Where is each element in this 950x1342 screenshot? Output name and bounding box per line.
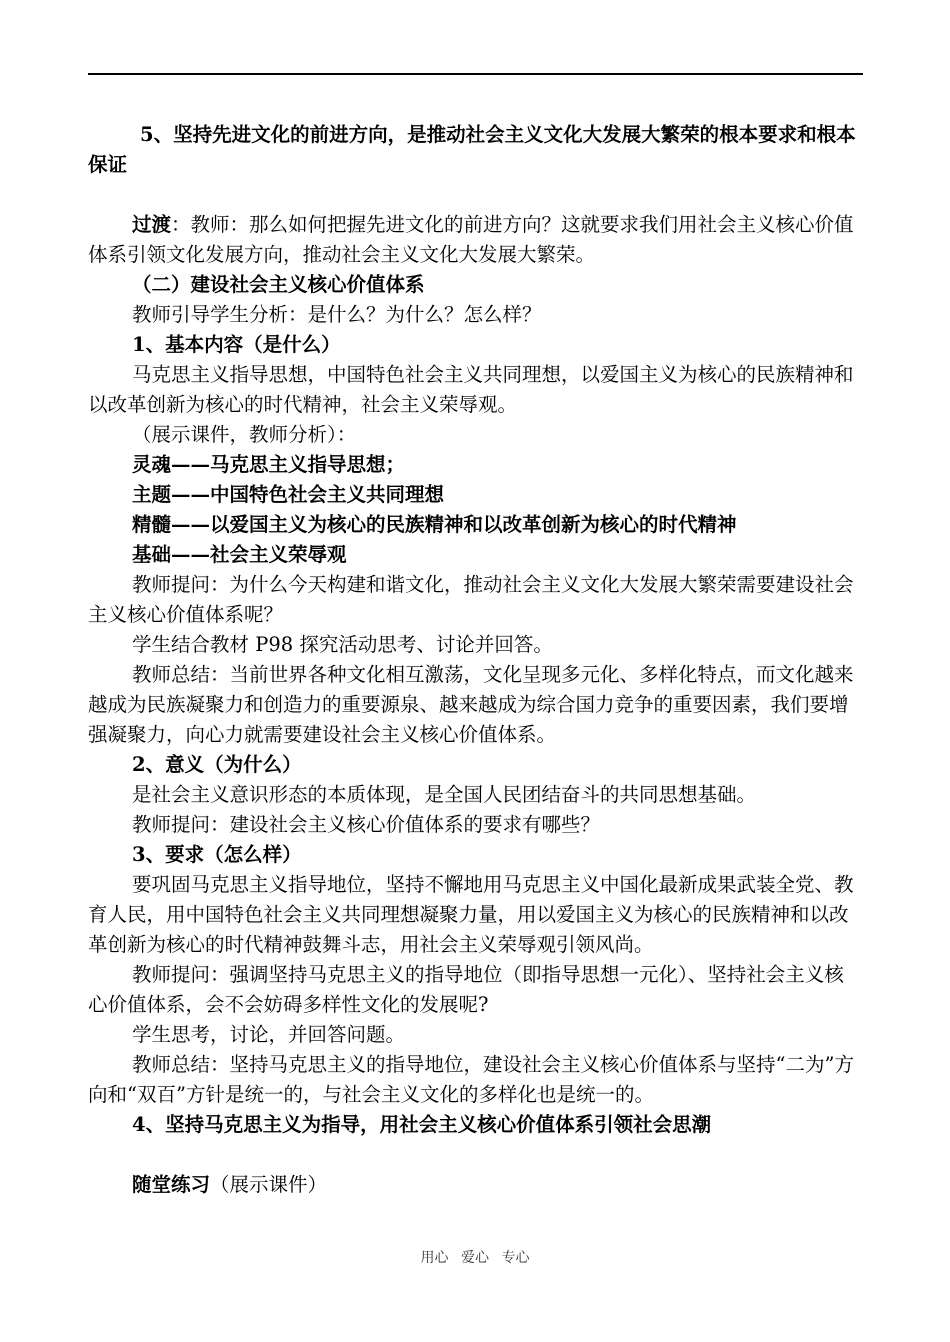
item4-title: 4、坚持马克思主义为指导，用社会主义核心价值体系引领社会思潮 [132, 1113, 712, 1136]
item3-text: 要巩固马克思主义指导地位，坚持不懈地用马克思主义中国化最新成果武装全党、教育人民，用中国特色社会主义共同理想凝聚力量，用以爱国主义为核心的民族精神和以改革创新为核心的时代精神鼓舞斗志，用社会主义荣辱观引领风尚。 [88, 873, 854, 956]
transition-paragraph [88, 210, 863, 270]
point-theme: 主题——中国特色社会主义共同理想 [132, 483, 445, 506]
student-activity-2: 学生思考，讨论，并回答问题。 [132, 1023, 406, 1046]
teacher-summary-2: 教师总结：坚持马克思主义的指导地位，建设社会主义核心价值体系与坚持“二为”方向和“双百”方针是统一的，与社会主义文化的多样化也是统一的。 [88, 1053, 854, 1106]
footer-word-1: 用心 [420, 1250, 449, 1266]
item1-text: 马克思主义指导思想，中国特色社会主义共同理想，以爱国主义为核心的民族精神和以改革创新为核心的时代精神，社会主义荣辱观。 [88, 363, 854, 416]
practice-note: （展示课件） [210, 1173, 328, 1196]
footer-word-2: 爱心 [461, 1250, 489, 1266]
item2-title: 2、意义（为什么） [132, 753, 302, 776]
teacher-question-3: 教师提问：强调坚持马克思主义的指导地位（即指导思想一元化）、坚持社会主义核心价值体系，会不会妨碍多样性文化的发展呢? [88, 963, 844, 1016]
point-foundation: 基础——社会主义荣辱观 [132, 543, 347, 566]
point-soul: 灵魂——马克思主义指导思想； [132, 453, 406, 476]
teacher-summary-1: 教师总结：当前世界各种文化相互激荡，文化呈现多元化、多样化特点，而文化越来越成为民族凝聚力和创造力的重要源泉、越来越成为综合国力竞争的重要因素，我们要增强凝聚力，向心力就需要建设社会主义核心价值体系。 [88, 663, 854, 746]
item3-title: 3、要求（怎么样） [132, 843, 302, 866]
show-ppt-text: （展示课件，教师分析）： [132, 423, 357, 446]
section-title-2: （二）建设社会主义核心价值体系 [132, 273, 425, 296]
page-footer [0, 1247, 950, 1267]
section-heading-5: 5、坚持先进文化的前进方向，是推动社会主义文化大发展大繁荣的根本要求和根本保证 [88, 123, 856, 176]
item2-text: 是社会主义意识形态的本质体现，是全国人民团结奋斗的共同思想基础。 [132, 783, 757, 806]
practice-line [88, 1170, 863, 1200]
document-body [88, 120, 863, 1200]
footer-word-3: 专心 [501, 1250, 530, 1266]
teacher-question-1: 教师提问：为什么今天构建和谐文化，推动社会主义文化大发展大繁荣需要建设社会主义核心价值体系呢？ [88, 573, 854, 626]
header-rule [88, 73, 863, 75]
point-essence: 精髓——以爱国主义为核心的民族精神和以改革创新为核心的时代精神 [132, 513, 737, 536]
item1-title: 1、基本内容（是什么） [132, 333, 341, 356]
practice-label: 随堂练习 [132, 1173, 211, 1196]
transition-label: 过渡 [132, 213, 172, 236]
transition-text: ：教师：那么如何把握先进文化的前进方向？这就要求我们用社会主义核心价值体系引领文化发展方向，推动社会主义文化大发展大繁荣。 [88, 213, 854, 266]
teacher-question-2: 教师提问：建设社会主义核心价值体系的要求有哪些？ [132, 813, 601, 836]
student-activity-1: 学生结合教材 P98 探究活动思考、讨论并回答。 [132, 633, 553, 656]
guide-text: 教师引导学生分析：是什么？为什么？怎么样？ [132, 303, 542, 326]
